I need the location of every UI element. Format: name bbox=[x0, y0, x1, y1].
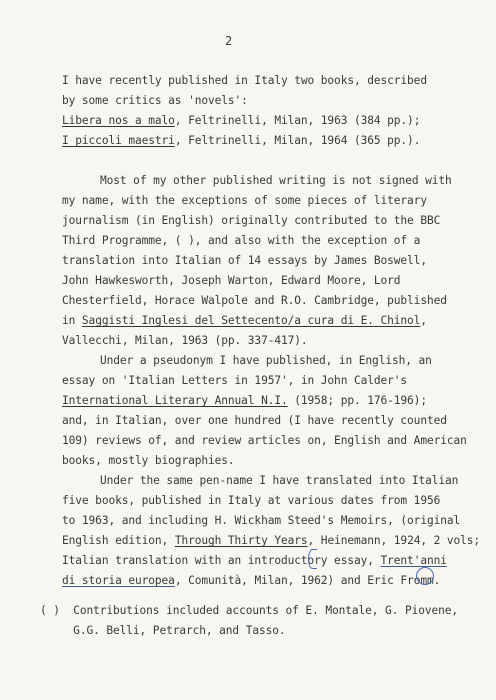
text-line: Chesterfield, Horace Walpole and R.O. Cambridge, published bbox=[62, 294, 447, 307]
text-line: to 1963, and including H. Wickham Steed's Memoirs, (original bbox=[62, 514, 461, 527]
text-line: books, mostly biographies. bbox=[62, 454, 235, 467]
book-title-saggisti: Saggisti Inglesi del Settecento/a cura di E. Chinol bbox=[81, 314, 421, 327]
text-line: my name, with the exceptions of some pieces of literary bbox=[62, 194, 427, 207]
book-title-piccoli: I piccoli maestri bbox=[62, 134, 175, 147]
text-line bbox=[62, 534, 480, 547]
text-line: translation into Italian of 14 essays by James Boswell, bbox=[62, 254, 427, 267]
text-line bbox=[62, 134, 420, 147]
text-line: and, in Italian, over one hundred (I have recently counted bbox=[62, 414, 447, 427]
text-span: in bbox=[62, 314, 82, 327]
text-line: John Hawkesworth, Joseph Warton, Edward Moore, Lord bbox=[62, 274, 401, 287]
text-span: (1958; pp. 176-196); bbox=[287, 394, 427, 407]
text-line: essay on 'Italian Letters in 1957', in John Calder's bbox=[62, 374, 408, 387]
text-line bbox=[62, 314, 427, 327]
book-title-storia: di storia europea bbox=[62, 574, 175, 587]
text-span: , Feltrinelli, Milan, 1964 (365 pp.). bbox=[174, 134, 421, 147]
text-line: Under the same pen-name I have translated into Italian bbox=[100, 474, 459, 487]
text-line: journalism (in English) originally contributed to the BBC bbox=[62, 214, 441, 227]
text-line bbox=[62, 114, 420, 127]
text-line: Third Programme, ( ), and also with the exception of a bbox=[62, 234, 421, 247]
text-line: Most of my other published writing is not signed with bbox=[100, 174, 452, 187]
text-line bbox=[62, 554, 447, 567]
pen-circle-mark bbox=[416, 567, 434, 585]
text-line: Under a pseudonym I have published, in English, an bbox=[100, 354, 432, 367]
text-line: by some critics as 'novels': bbox=[62, 94, 248, 107]
text-line bbox=[62, 394, 427, 407]
text-line: five books, published in Italy at various dates from 1956 bbox=[62, 494, 441, 507]
text-span: , bbox=[420, 314, 427, 327]
book-title-trentanni: Trent'anni bbox=[380, 554, 447, 567]
page-number: 2 bbox=[225, 34, 233, 48]
text-span: Italian translation with an introductory essay, bbox=[62, 554, 381, 567]
footnote-line: G.G. Belli, Petrarch, and Tasso. bbox=[40, 624, 286, 637]
pen-bracket-mark bbox=[308, 549, 317, 569]
text-span: , Comunità, Milan, 1962) and Eric Fromm. bbox=[174, 574, 441, 587]
text-line: 109) reviews of, and review articles on, English and American bbox=[62, 434, 467, 447]
book-title-libera: Libera nos a malo bbox=[62, 114, 175, 127]
text-line bbox=[62, 574, 440, 587]
text-line: Vallecchi, Milan, 1963 (pp. 337-417). bbox=[62, 334, 308, 347]
text-span: English edition, bbox=[62, 534, 175, 547]
book-title-through: Through Thirty Years bbox=[174, 534, 308, 547]
footnote-line: ( ) Contributions included accounts of E. Montale, G. Piovene, bbox=[40, 604, 459, 617]
text-span: , Feltrinelli, Milan, 1963 (384 pp.); bbox=[174, 114, 421, 127]
text-span: , Heinemann, 1924, 2 vols; bbox=[307, 534, 481, 547]
text-line: I have recently published in Italy two books, described bbox=[62, 74, 427, 87]
book-title-annual: International Literary Annual N.I. bbox=[62, 394, 288, 407]
